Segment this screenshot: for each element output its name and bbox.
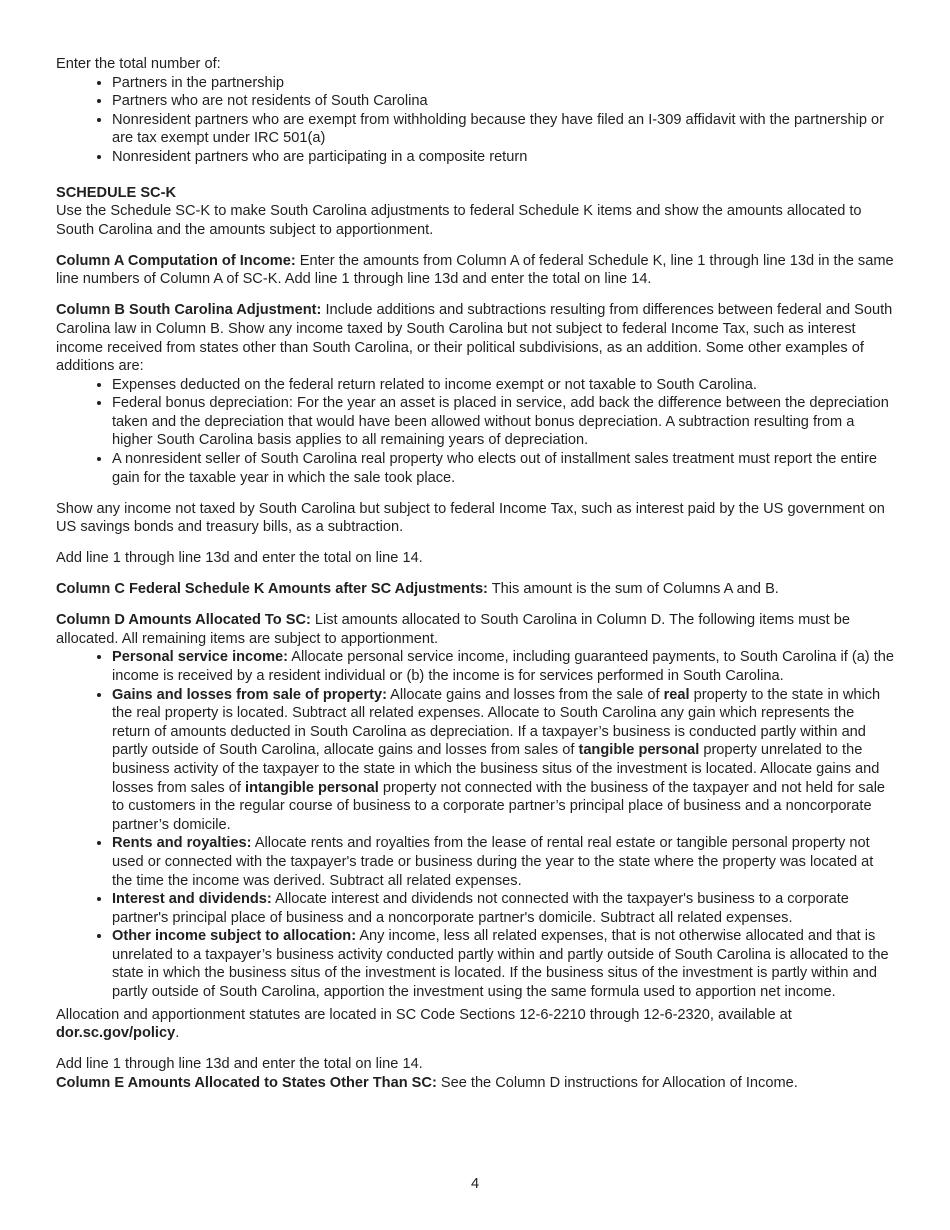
column-c-title: Column C Federal Schedule K Amounts after SC Adjustments: [56, 581, 488, 598]
list-item: • Personal service income: Allocate personal service income, including guaranteed payments, to South Carolina if (a) the income is received by a resident individual or (b) the income is for services performed in South Carolina. [112, 648, 896, 685]
list-item: • Federal bonus depreciation: For the year an asset is placed in service, add back the difference between the depreciation taken and the depreciation that would have been allowed without bonus depreciation. A subtraction resulting from a higher South Carolina basis applies to all remaining years of depreciation. [112, 394, 896, 450]
intro-list [56, 74, 896, 167]
column-c-paragraph: Column C Federal Schedule K Amounts after SC Adjustments: This amount is the sum of Columns A and B. [56, 581, 779, 598]
column-b-add-line: Add line 1 through line 13d and enter the total on line 14. [56, 550, 423, 567]
column-d-add-line: Add line 1 through line 13d and enter the total on line 14. [56, 1056, 423, 1073]
schedule-description: Use the Schedule SC-K to make South Carolina adjustments to federal Schedule K items and show the amounts allocated to South Carolina and the amounts subject to apportionment. [56, 203, 862, 238]
statutes-paragraph: Allocation and apportionment statutes are located in SC Code Sections 12-6-2210 through 12-6-2320, available at dor.sc.gov/policy. [56, 1006, 792, 1042]
instructions-page [56, 55, 896, 1092]
intro-lead: Enter the total number of: [56, 56, 221, 72]
list-item: • Partners who are not residents of South Carolina [112, 92, 896, 111]
list-item: • Interest and dividends: Allocate interest and dividends not connected with the taxpayer's business to a corporate partner's principal place of business and a noncorporate partner's domicile. Subtract all related expenses. [112, 890, 896, 927]
list-item: • Gains and losses from sale of property: Allocate gains and losses from the sale of real property to the state in which the real property is located. Subtract all related expenses. Allocate to South Carolina any gain which represents the return of amounts deducted in South Carolina as depreciation. If a taxpayer’s business is conducted partly within and partly outside of South Carolina, allocate gains and losses from sales of tangible personal property unrelated to the business activity of the taxpayer to the state in which the business situs of the investment is located. Allocate gains and losses from sales of intangible personal property not connected with the business of the taxpayer and not held for sale to customers in the regular course of business to a corporate partner’s principal place of business and a noncorporate partner’s domicile. [112, 686, 896, 835]
column-b-paragraph: Column B South Carolina Adjustment: Include additions and subtractions resulting from differences between federal and South Carolina law in Column B. Show any income taxed by South Carolina but not subject to federal Income Tax, such as interest income received from states other than South Carolina, or their political subdivisions, as an addition. Some other examples of additions are: [56, 302, 893, 375]
column-d-title: Column D Amounts Allocated To SC: [56, 612, 311, 629]
column-b-title: Column B South Carolina Adjustment: [56, 302, 322, 319]
column-d-list [56, 648, 896, 1001]
column-d-paragraph: Column D Amounts Allocated To SC: List amounts allocated to South Carolina in Column D. The following items must be allocated. All remaining items are subject to apportionment. [56, 612, 851, 647]
list-item: • Expenses deducted on the federal return related to income exempt or not taxable to South Carolina. [112, 376, 896, 395]
column-b-list [56, 376, 896, 488]
policy-link[interactable]: dor.sc.gov/policy [56, 1025, 176, 1042]
column-e-title: Column E Amounts Allocated to States Other Than SC: [56, 1074, 437, 1091]
page-number: 4 [470, 1176, 480, 1192]
list-item: • Other income subject to allocation: Any income, less all related expenses, that is not otherwise allocated and that is unrelated to a taxpayer’s business activity conducted partly within and partly outside of South Carolina is allocated to the state in which the business situs of the investment is located. If the business situs of the investment is partly within and partly outside of South Carolina, apportion the investment using the same formula used to apportion net income. [112, 927, 896, 1001]
list-item: • A nonresident seller of South Carolina real property who elects out of installment sales treatment must report the entire gain for the taxable year in which the sale took place. [112, 450, 896, 487]
schedule-heading: SCHEDULE SC-K [56, 184, 176, 201]
column-e-paragraph: Column E Amounts Allocated to States Other Than SC: See the Column D instructions for Allocation of Income. [56, 1074, 798, 1091]
column-a-paragraph: Column A Computation of Income: Enter the amounts from Column A of federal Schedule K, line 1 through line 13d in the same line numbers of Column A of SC-K. Add line 1 through line 13d and enter the total on line 14. [56, 252, 894, 288]
column-a-title: Column A Computation of Income: [56, 252, 296, 269]
list-item: • Nonresident partners who are exempt from withholding because they have filed an I-309 affidavit with the partnership or are tax exempt under IRC 501(a) [112, 111, 896, 148]
list-item: • Nonresident partners who are participating in a composite return [112, 148, 896, 167]
list-item: • Partners in the partnership [112, 74, 896, 93]
list-item: • Rents and royalties: Allocate rents and royalties from the lease of rental real estate or tangible personal property not used or connected with the taxpayer's trade or business during the year to the state where the property was located at the time the income was derived. Subtract all related expenses. [112, 834, 896, 890]
column-b-subtraction: Show any income not taxed by South Carolina but subject to federal Income Tax, such as interest paid by the US government on US savings bonds and treasury bills, as a subtraction. [56, 500, 885, 536]
